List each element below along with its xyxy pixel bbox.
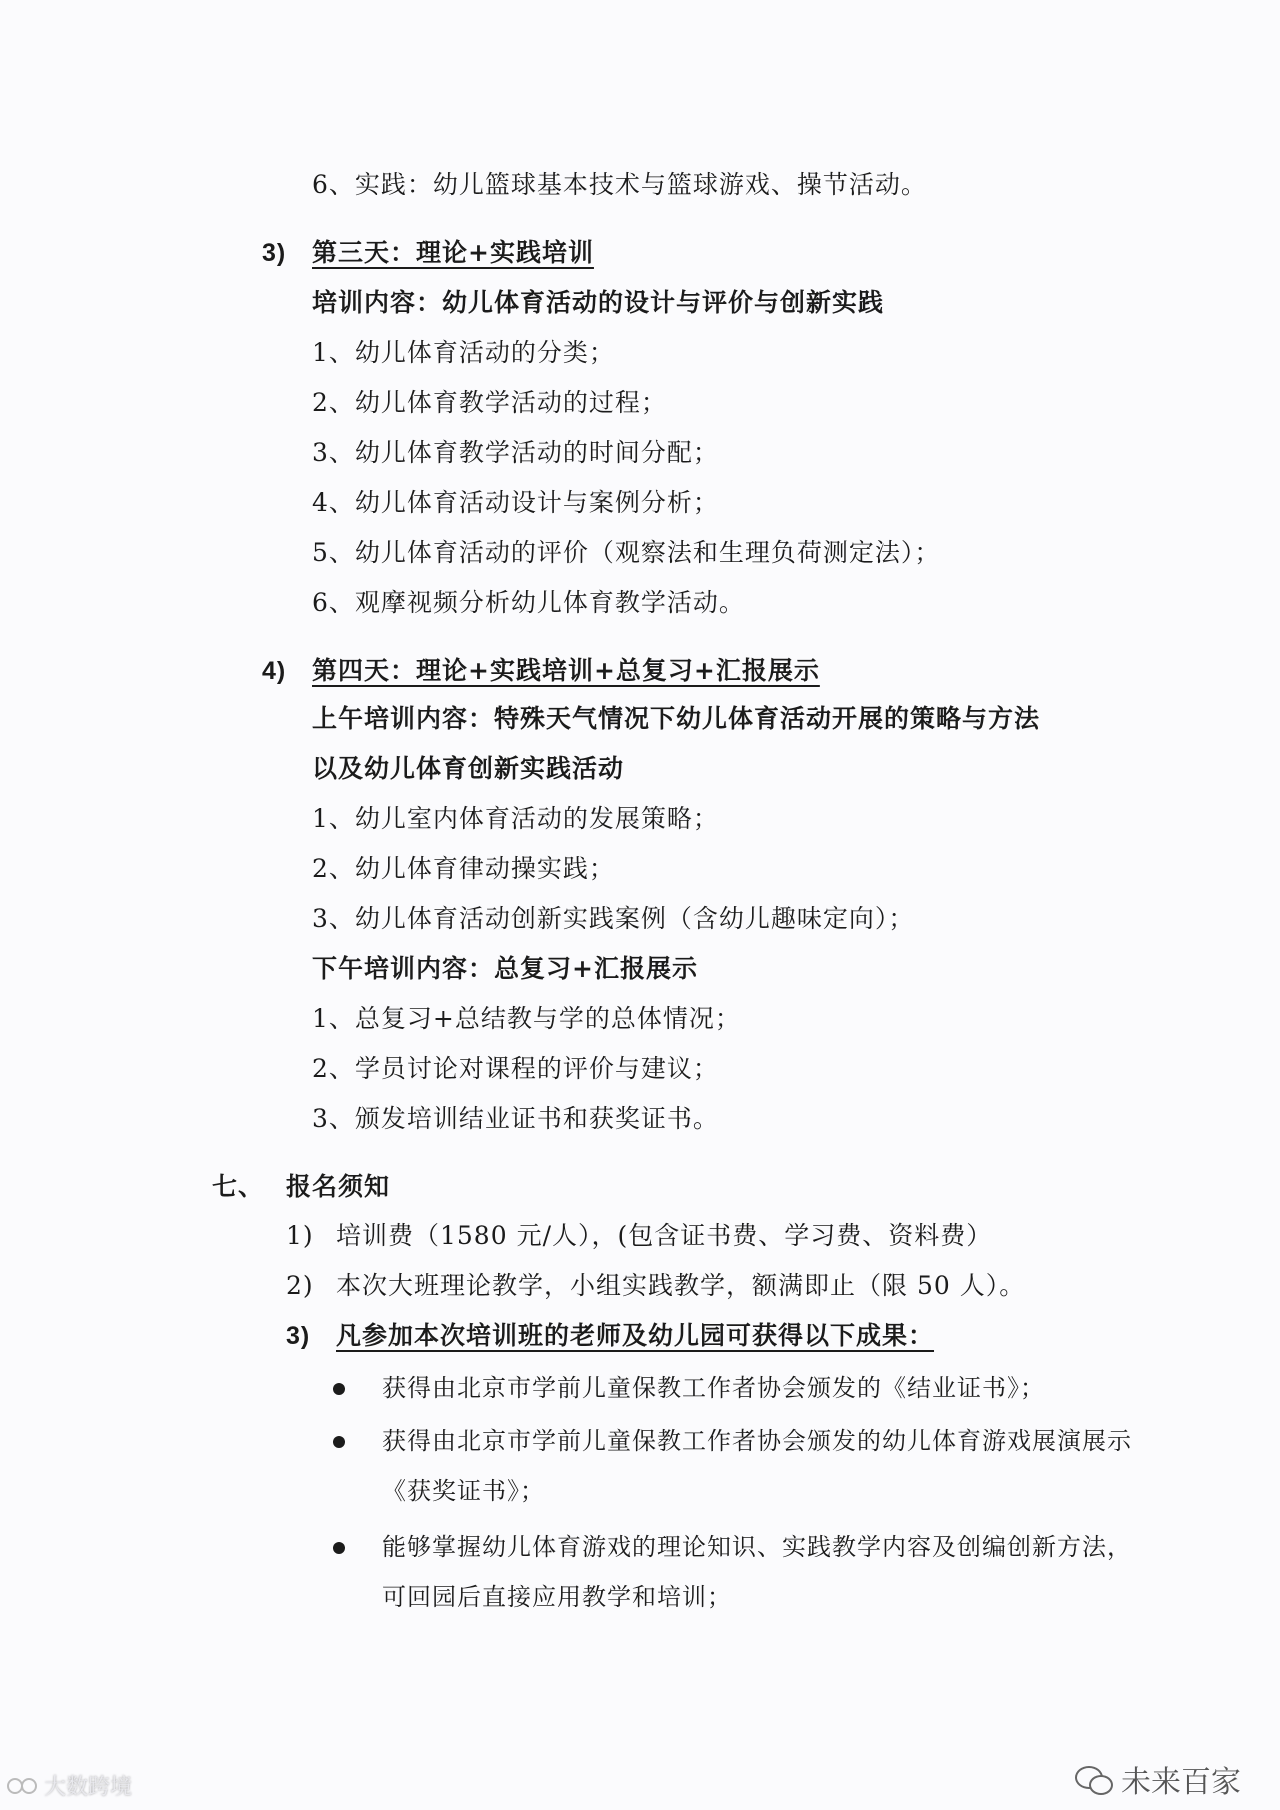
day4-afternoon-item-2: 2、学员讨论对课程的评价与建议；	[312, 1054, 719, 1083]
day3-item-3: 3、幼儿体育教学活动的时间分配；	[312, 438, 719, 467]
day4-morning-heading-line2: 以及幼儿体育创新实践活动	[312, 754, 625, 783]
day3-number: 3)	[262, 239, 287, 267]
bullet-dot-icon	[333, 1383, 345, 1395]
bullet-dot-icon	[333, 1542, 345, 1554]
bullet-2-line2: 《获奖证书》；	[382, 1477, 545, 1505]
bullet-dot-icon	[333, 1436, 345, 1448]
day4-afternoon-item-1: 1、总复习+总结教与学的总体情况；	[312, 1004, 741, 1033]
day4-morning-item-3: 3、幼儿体育活动创新实践案例（含幼儿趣味定向）；	[312, 904, 915, 933]
bullet-3-line2: 可回园后直接应用教学和培训；	[382, 1583, 732, 1611]
section7-item-1-number: 1)	[286, 1221, 314, 1250]
section7-title: 报名须知	[286, 1172, 391, 1201]
section7-item-1-text: 培训费（1580 元/人），(包含证书费、学习费、资料费）	[336, 1221, 993, 1250]
section7-item-2-number: 2)	[286, 1271, 314, 1300]
day3-item-1: 1、幼儿体育活动的分类；	[312, 338, 615, 367]
section7-item-2-text: 本次大班理论教学，小组实践教学，额满即止（限 50 人）。	[336, 1271, 1026, 1300]
section7-number: 七、	[212, 1172, 265, 1201]
day3-item-4: 4、幼儿体育活动设计与案例分析；	[312, 488, 719, 517]
section7-item-3-text: 凡参加本次培训班的老师及幼儿园可获得以下成果：	[336, 1321, 935, 1350]
bullet-1-line1: 获得由北京市学前儿童保教工作者协会颁发的《结业证书》；	[382, 1374, 1045, 1402]
watermark-right-text: 未来百家	[1121, 1765, 1241, 1800]
day4-number: 4)	[262, 657, 287, 685]
day4-morning-item-2: 2、幼儿体育律动操实践；	[312, 854, 615, 883]
day4-morning-item-1: 1、幼儿室内体育活动的发展策略；	[312, 804, 719, 833]
bullet-2-line1: 获得由北京市学前儿童保教工作者协会颁发的幼儿体育游戏展演展示	[382, 1427, 1132, 1455]
day3-item-2: 2、幼儿体育教学活动的过程；	[312, 388, 667, 417]
day2-item-6: 6、实践：幼儿篮球基本技术与篮球游戏、操节活动。	[312, 170, 927, 199]
day3-content-heading: 培训内容：幼儿体育活动的设计与评价与创新实践	[312, 288, 885, 317]
day4-afternoon-heading: 下午培训内容：总复习+汇报展示	[312, 954, 698, 983]
watermark-left	[6, 1770, 132, 1801]
watermark-left-text: 大数跨境	[44, 1775, 133, 1800]
day4-title: 第四天：理论+实践培训+总复习+汇报展示	[312, 656, 820, 685]
day3-item-5: 5、幼儿体育活动的评价（观察法和生理负荷测定法）；	[312, 538, 941, 567]
bullet-3-line1: 能够掌握幼儿体育游戏的理论知识、实践教学内容及创编创新方法，	[382, 1533, 1132, 1561]
day3-item-6: 6、观摩视频分析幼儿体育教学活动。	[312, 588, 745, 617]
day4-morning-heading-line1: 上午培训内容：特殊天气情况下幼儿体育活动开展的策略与方法	[312, 704, 1041, 733]
wechat-icon	[1075, 1764, 1111, 1794]
watermark-right	[1075, 1757, 1241, 1801]
day4-afternoon-item-3: 3、颁发培训结业证书和获奖证书。	[312, 1104, 719, 1133]
day3-title: 第三天：理论+实践培训	[312, 238, 594, 267]
section7-item-3-number: 3)	[286, 1322, 311, 1350]
logo-icon	[6, 1773, 40, 1799]
